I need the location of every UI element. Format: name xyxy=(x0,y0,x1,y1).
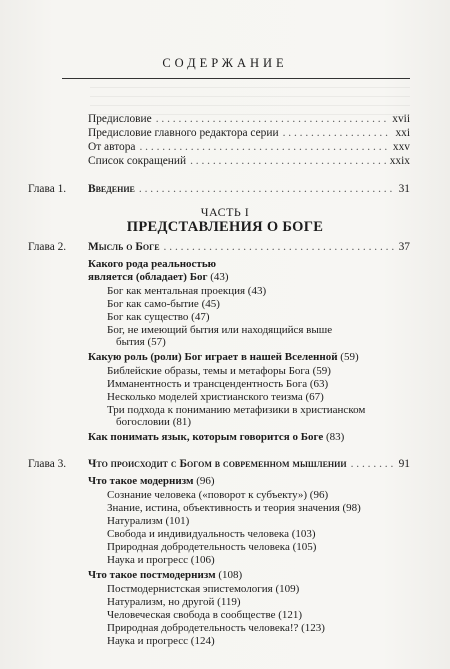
section-role-title: Какую роль (роли) Бог играет в нашей Вселенной xyxy=(88,351,338,363)
subsection-item[interactable]: Наука и прогресс (124) xyxy=(107,635,215,647)
toc-front-1[interactable] xyxy=(88,113,410,126)
subsection-item[interactable]: Человеческая свобода в сообществе (121) xyxy=(107,609,303,621)
toc-front-3-title: От автора xyxy=(88,141,136,153)
leader-dots xyxy=(283,127,392,140)
subsection-item-cont: бытия (57) xyxy=(116,336,166,348)
leader-dots xyxy=(351,458,395,471)
subsection-item[interactable]: Несколько моделей христианского теизма (67) xyxy=(107,391,324,403)
leader-dots xyxy=(139,183,395,196)
subsection-item-cont: богословии (81) xyxy=(116,416,192,428)
leader-dots xyxy=(156,113,389,126)
toc-front-2-page: xxi xyxy=(395,127,410,139)
header-rule xyxy=(62,78,410,79)
chapter-3-label: Глава 3. xyxy=(28,458,67,470)
toc-front-2[interactable] xyxy=(88,127,410,140)
toc-front-2-title: Предисловие главного редактора серии xyxy=(88,127,279,139)
toc-front-4[interactable] xyxy=(88,155,410,168)
toc-chapter-2[interactable] xyxy=(28,241,410,254)
section-language-page: (83) xyxy=(325,431,345,443)
chapter-3-page: 91 xyxy=(398,458,410,470)
chapter-2-title: Мысль о Боге xyxy=(88,241,160,253)
section-modernism[interactable] xyxy=(88,475,215,488)
subsection-item[interactable]: Библейские образы, темы и метафоры Бога (59) xyxy=(107,365,331,377)
chapter-1-page: 31 xyxy=(398,183,410,195)
section-modernism-title: Что такое модернизм xyxy=(88,475,194,487)
section-modernism-page: (96) xyxy=(196,475,215,487)
section-postmodernism[interactable] xyxy=(88,569,242,582)
chapter-1-label: Глава 1. xyxy=(28,183,67,195)
chapter-2-page: 37 xyxy=(398,241,410,253)
subsection-item[interactable]: Бог как ментальная проекция (43) xyxy=(107,285,267,297)
chapter-2-label: Глава 2. xyxy=(28,241,67,253)
page-header: СОДЕРЖАНИЕ xyxy=(162,56,288,70)
section-role[interactable] xyxy=(88,351,359,364)
subsection-item[interactable]: Природная добродетельность человека (105) xyxy=(107,541,317,553)
section-role-page: (59) xyxy=(340,351,359,363)
section-reality-page: (43) xyxy=(210,271,229,283)
leader-dots xyxy=(164,241,395,254)
section-reality-line1[interactable]: Какого рода реальностью xyxy=(88,258,217,270)
subsection-item[interactable]: Натурализм (101) xyxy=(107,515,190,527)
section-language-title: Как понимать язык, которым говорится о Боге xyxy=(88,431,324,443)
section-postmodernism-page: (108) xyxy=(218,569,243,581)
section-postmodernism-title: Что такое постмодернизм xyxy=(88,569,216,581)
toc-front-3-page: xxv xyxy=(392,141,410,153)
toc-front-4-title: Список сокращений xyxy=(88,155,187,167)
leader-dots xyxy=(190,155,386,168)
subsection-item[interactable]: Бог как существо (47) xyxy=(107,311,210,323)
subsection-item[interactable]: Три подхода к пониманию метафизики в христианском xyxy=(107,404,366,416)
toc-front-3[interactable] xyxy=(88,141,410,154)
part-label: ЧАСТЬ I xyxy=(200,205,250,219)
subsection-item[interactable]: Сознание человека («поворот к субъекту») (96) xyxy=(107,489,329,501)
toc-front-1-page: xvii xyxy=(392,113,410,125)
toc-chapter-1[interactable] xyxy=(28,183,410,196)
section-reality-title: является (обладает) Бог xyxy=(88,271,208,283)
subsection-item[interactable]: Наука и прогресс (106) xyxy=(107,554,215,566)
leader-dots xyxy=(139,141,388,154)
toc-front-1-title: Предисловие xyxy=(88,113,152,125)
bleed-through-text xyxy=(90,78,410,118)
part-title: ПРЕДСТАВЛЕНИЯ О БОГЕ xyxy=(126,219,324,235)
subsection-item[interactable]: Бог как само-бытие (45) xyxy=(107,298,220,310)
section-language[interactable] xyxy=(88,431,344,444)
toc-chapter-3[interactable] xyxy=(28,458,410,471)
subsection-item[interactable]: Знание, истина, объективность и теория значения (98) xyxy=(107,502,361,514)
toc-front-4-page: xxix xyxy=(389,155,410,167)
subsection-item[interactable]: Свобода и индивидуальность человека (103) xyxy=(107,528,316,540)
chapter-1-title: Введение xyxy=(88,183,135,195)
chapter-3-title: Что происходит с Богом в современном мышлении xyxy=(88,458,347,470)
subsection-item[interactable]: Имманентность и трансцендентность Бога (63) xyxy=(107,378,329,390)
subsection-item[interactable]: Постмодернистская эпистемология (109) xyxy=(107,583,300,595)
subsection-item[interactable]: Натурализм, но другой (119) xyxy=(107,596,241,608)
section-reality-line2[interactable] xyxy=(88,271,229,284)
subsection-item[interactable]: Бог, не имеющий бытия или находящийся выше xyxy=(107,324,333,336)
subsection-item[interactable]: Природная добродетельность человека!? (123) xyxy=(107,622,325,634)
